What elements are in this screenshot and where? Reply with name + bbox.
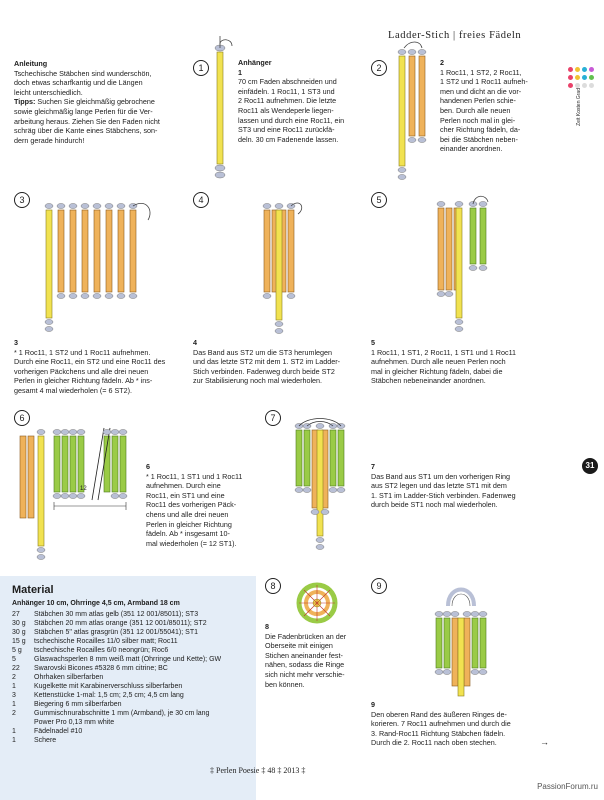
step-6-measure-label: 12 [80, 486, 87, 492]
step-3-illustration [36, 200, 166, 340]
step-number-7: 7 [265, 410, 281, 426]
step-number-5: 5 [371, 192, 387, 208]
step-5-text: 5 1 Roc11, 1 ST1, 2 Roc11, 1 ST1 und 1 Roc11 aufnehmen. Durch alle neuen Perlen noch mal in gleicher Richtung fädeln, dabei die Stäbchen nebeneinander anordnen. [371, 338, 517, 386]
material-title: Material [12, 584, 54, 596]
material-item: Power Pro 0,13 mm white [34, 719, 115, 726]
step-3-text: 3 * 1 Roc11, 1 ST2 und 1 Roc11 aufnehmen. Durch eine Roc11, ein ST2 und eine Roc11 des vorherigen Päckchens und alle drei neuen Perlen in gleicher Richtung fädeln. Ab * ins- gesamt 4 mal wiederholen (= 6 ST2). [14, 338, 166, 395]
material-item: 5 g tschechische Rocailles 6/0 neongrün; Roc6 [12, 647, 169, 654]
page-number-badge: 31 [582, 458, 598, 474]
material-item: 1 Biegering 6 mm silberfarben [12, 701, 122, 708]
step-6-text: 6 * 1 Roc11, 1 ST1 und 1 Roc11 aufnehmen. Durch eine Roc11, ein ST1 und eine Roc11 des vorherigen Päck- chens und alle drei neuen Perlen in gleicher Richtung fädeln. Ab * insgesamt 10- mal wiederholen (= 12 ST1). [146, 462, 243, 548]
step-4-text: 4 Das Band aus ST2 um die ST3 herumlegen und das letzte ST2 mit dem 1. ST2 im Ladder- Stich verbinden. Fadenweg durch beide ST2 zur Stabilisierung noch mal wiederholen. [193, 338, 341, 386]
step-2-illustration [390, 40, 440, 190]
step-number-8: 8 [265, 578, 281, 594]
step-1-illustration [206, 36, 238, 186]
step-7-illustration [288, 416, 358, 556]
watermark: PassionForum.ru [537, 782, 598, 791]
material-item: 1 Schere [12, 737, 57, 744]
material-item: 2 Ohrhaken silberfarben [12, 674, 104, 681]
step-number-9: 9 [371, 578, 387, 594]
material-item: 15 g tschechische Rocailles 11/0 silber matt; Roc11 [12, 638, 178, 645]
material-item: 1 Fädelnadel #10 [12, 728, 83, 735]
material-item: 5 Glaswachsperlen 8 mm weiß matt (Ohrringe und Kette); GW [12, 656, 222, 663]
material-subtitle: Anhänger 10 cm, Ohrringe 4,5 cm, Armband 18 cm [12, 600, 180, 607]
material-item: 30 g Stäbchen 5" atlas grasgrün (351 12 001/55041); ST1 [12, 629, 198, 636]
step-9-text: 9 Den oberen Rand des äußeren Ringes de- korieren. 7 Roc11 aufnehmen und durch die 3. Rand-Roc11 Richtung Stäbchen fädeln. Durch die 2. Roc11 nach oben stechen. [371, 700, 511, 748]
step-number-2: 2 [371, 60, 387, 76]
material-item: 3 Kettenstücke 1-mal: 1,5 cm; 2,5 cm; 4,5 cm lang [12, 692, 184, 699]
step-8-illustration [294, 580, 340, 626]
material-item: 22 Swarovski Bicones #5328 6 mm citrine; BC [12, 665, 168, 672]
step-8-text: 8 Die Fadenbrücken an der Oberseite mit einigen Stichen aneinander fest- nähen, sodass die Ringe sich nicht mehr verschie- ben können. [265, 622, 347, 689]
step-number-1: 1 [193, 60, 209, 76]
legend-labels: Zeit Kosten Grad [576, 88, 582, 126]
intro-block: Anleitung Tschechische Stäbchen sind wunderschön, doch etwas scharfkantig und die Längen leicht unterschiedlich. Tipps: Suchen Sie gleichmäßig gebrochene sowie gleichmäßig lange Perlen für die Ver- arbeitung heraus. Ziehen Sie den Faden nicht schräg über die Kante eines Stäbchens, son- dern gerade hindurch! [14, 59, 190, 145]
intro-heading: Anleitung [14, 59, 48, 68]
step-1-text: Anhänger 1 70 cm Faden abschneiden und einfädeln. 1 Roc11, 1 ST3 und 2 Roc11 aufnehmen. Die letzte Roc11 als Wendeperle liegen- lassen und durch eine Roc11, ein ST3 und eine Roc11 zurückfä- deln. 30 cm Fadenende lassen. [238, 58, 345, 144]
page-footer: ‡ Perlen Poesie ‡ 48 ‡ 2013 ‡ [210, 766, 306, 775]
step-2-text: 2 1 Roc11, 1 ST2, 2 Roc11, 1 ST2 und 1 Roc11 aufneh- men und dicht an die vor- handenen Perlen schie- ben. Durch alle neuen Perlen noch mal in glei- cher Richtung fädeln, da- bei die Stäbchen neben- einander anordnen. [440, 58, 528, 154]
step-5-illustration [430, 192, 500, 337]
material-item: 30 g Stäbchen 20 mm atlas orange (351 12 001/85011); ST2 [12, 620, 207, 627]
material-item: 1 Kugelkette mit Karabinerverschluss silberfarben [12, 683, 183, 690]
step-7-text: 7 Das Band aus ST1 um den vorherigen Ring aus ST2 legen und das letzte ST1 mit dem 1. ST1 im Ladder-Stich verbinden. Fadenweg durch beide ST1 noch mal wiederholen. [371, 462, 516, 510]
page-header-title: Ladder-Stich | freies Fädeln [388, 30, 522, 41]
material-item: 27 Stäbchen 30 mm atlas gelb (351 12 001/85011); ST3 [12, 611, 199, 618]
step-number-6: 6 [14, 410, 30, 426]
step-4-illustration [250, 196, 310, 336]
step-number-3: 3 [14, 192, 30, 208]
tips-label: Tipps: [14, 97, 36, 107]
next-arrow-icon: → [540, 737, 549, 747]
step-9-illustration [422, 576, 502, 700]
step-number-4: 4 [193, 192, 209, 208]
material-item: 2 Gummischnurabschnitte 1 mm (Armband), je 30 cm lang [12, 710, 210, 717]
